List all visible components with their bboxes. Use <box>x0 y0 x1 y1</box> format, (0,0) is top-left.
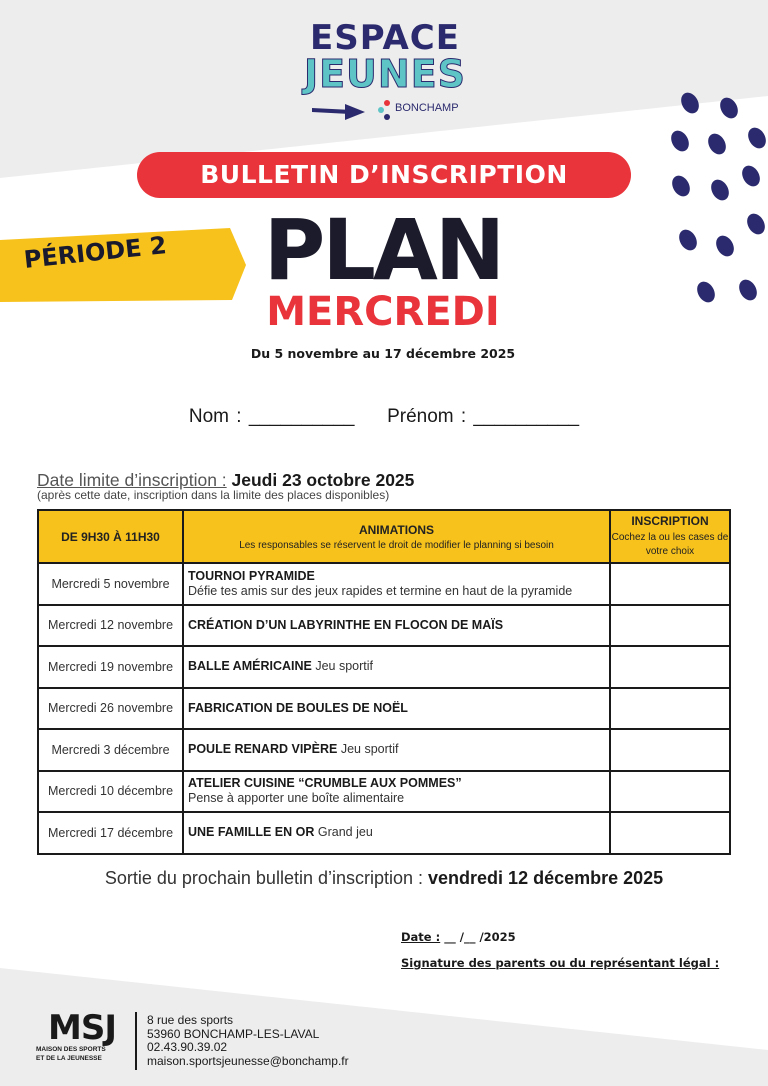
date-field[interactable]: __ /__ /2025 <box>444 930 516 944</box>
inscription-checkbox[interactable] <box>610 729 730 771</box>
activity-title: ATELIER CUISINE “CRUMBLE AUX POMMES” <box>188 776 462 791</box>
activity-title: BALLE AMÉRICAINE <box>188 659 312 674</box>
row-activity <box>183 605 610 647</box>
date-range: Du 5 novembre au 17 décembre 2025 <box>250 346 516 361</box>
header-date: DE 9H30 À 11H30 <box>38 510 183 563</box>
inscription-checkbox[interactable] <box>610 563 730 605</box>
table-row <box>38 563 730 605</box>
address-street: 8 rue des sports <box>147 1013 234 1027</box>
row-date: Mercredi 5 novembre <box>38 563 183 605</box>
msj-subtitle-1: MAISON DES SPORTS <box>36 1046 106 1053</box>
deadline-value: Jeudi 23 octobre 2025 <box>231 470 415 490</box>
next-bulletin-date: vendredi 12 décembre 2025 <box>428 868 664 888</box>
row-activity <box>183 729 610 771</box>
table-row <box>38 646 730 688</box>
footer-divider <box>135 1012 137 1070</box>
address-city: 53960 BONCHAMP-LES-LAVAL <box>147 1026 320 1041</box>
activity-title: TOURNOI PYRAMIDE <box>188 568 315 583</box>
logo-jeunes: JEUNES <box>303 52 467 96</box>
decorative-dots <box>668 89 768 305</box>
date-label: Date : <box>401 930 441 944</box>
activities-table <box>37 509 731 855</box>
table-row <box>38 688 730 730</box>
row-date: Mercredi 12 novembre <box>38 605 183 647</box>
msj-logo: MSJ <box>48 1008 116 1048</box>
table-row <box>38 771 730 813</box>
activity-description: Pense à apporter une boîte alimentaire <box>188 791 405 806</box>
row-activity <box>183 563 610 605</box>
next-bulletin <box>0 868 768 889</box>
title-plan: PLAN <box>263 201 503 299</box>
periode-label: PÉRIODE 2 <box>22 231 168 274</box>
signature-date <box>401 930 516 944</box>
row-activity <box>183 812 610 854</box>
header-anim-note: Les responsables se réservent le droit de modifier le planning si besoin <box>239 539 554 551</box>
bulletin-banner: BULLETIN D’INSCRIPTION <box>137 152 631 198</box>
address-phone: 02.43.90.39.02 <box>147 1040 228 1054</box>
name-fields <box>0 406 768 428</box>
table-row <box>38 605 730 647</box>
table-header-row <box>38 510 730 563</box>
inscription-checkbox[interactable] <box>610 605 730 647</box>
activity-description: Jeu sportif <box>340 742 399 757</box>
row-date: Mercredi 10 décembre <box>38 771 183 813</box>
inscription-checkbox[interactable] <box>610 688 730 730</box>
logo-espace: ESPACE <box>309 18 460 58</box>
row-activity <box>183 688 610 730</box>
table-row <box>38 812 730 854</box>
next-bulletin-label: Sortie du prochain bulletin d’inscription : <box>104 868 424 888</box>
footer-address <box>147 1014 349 1068</box>
header-anim-title: ANIMATIONS <box>358 522 435 537</box>
nom-field[interactable]: Nom : __________ <box>188 406 355 427</box>
activity-title: POULE RENARD VIPÈRE <box>188 742 338 757</box>
msj-subtitle-2: ET DE LA JEUNESSE <box>36 1055 102 1062</box>
table-row <box>38 729 730 771</box>
inscription-checkbox[interactable] <box>610 812 730 854</box>
activity-description: Grand jeu <box>317 825 373 840</box>
signature-label: Signature des parents ou du représentant légal : <box>401 956 720 970</box>
title-mercredi: MERCREDI <box>266 289 500 335</box>
header-animations <box>183 510 610 563</box>
row-date: Mercredi 26 novembre <box>38 688 183 730</box>
header-inscription <box>610 510 730 563</box>
header-insc-title: INSCRIPTION <box>631 514 709 528</box>
prenom-field[interactable]: Prénom : __________ <box>387 406 580 427</box>
deadline-label: Date limite d’inscription : <box>37 470 227 490</box>
row-date: Mercredi 19 novembre <box>38 646 183 688</box>
row-activity <box>183 646 610 688</box>
row-date: Mercredi 17 décembre <box>38 812 183 854</box>
activity-title: CRÉATION D’UN LABYRINTHE EN FLOCON DE MAÏS <box>188 617 504 632</box>
row-activity <box>183 771 610 813</box>
row-date: Mercredi 3 décembre <box>38 729 183 771</box>
activity-description: Jeu sportif <box>315 659 373 674</box>
address-email[interactable]: maison.sportsjeunesse@bonchamp.fr <box>147 1053 349 1068</box>
activity-title: UNE FAMILLE EN OR <box>188 825 315 840</box>
deadline-note: (après cette date, inscription dans la limite des places disponibles) <box>37 488 390 502</box>
inscription-checkbox[interactable] <box>610 646 730 688</box>
logo-brand: BONCHAMP <box>395 102 459 114</box>
activity-description: Défie tes amis sur des jeux rapides et termine en haut de la pyramide <box>188 583 573 598</box>
activity-title: FABRICATION DE BOULES DE NOËL <box>188 700 408 715</box>
inscription-checkbox[interactable] <box>610 771 730 813</box>
header-insc-note: Cochez la ou les cases de votre choix <box>611 532 729 557</box>
